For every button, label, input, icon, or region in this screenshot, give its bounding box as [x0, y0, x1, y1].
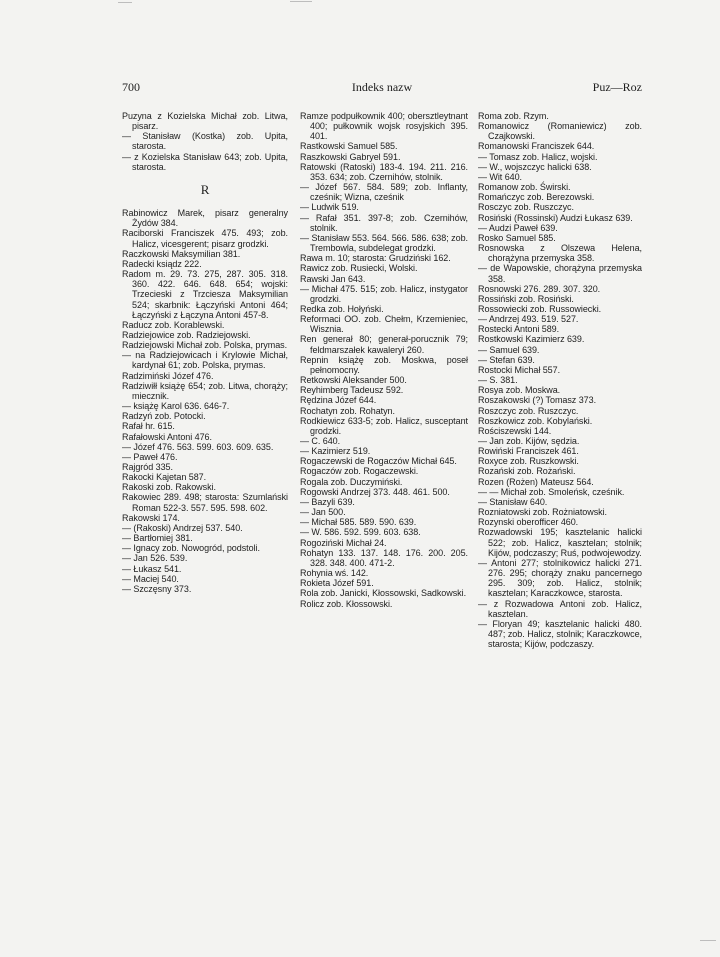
index-entry: Rosya zob. Moskwa.: [478, 385, 561, 396]
index-entry: Rowiński Franciszek 461.: [478, 446, 579, 457]
index-entry: Reyhimberg Tadeusz 592.: [300, 385, 404, 396]
index-entry: Puzyna z Kozielska Michał zob. Litwa, pisarz.: [122, 111, 288, 132]
index-entry: — Michał 475. 515; zob. Halicz, instygator grodzki.: [300, 283, 468, 304]
index-entry: Rogaczewski de Rogaczów Michał 645.: [300, 456, 457, 467]
index-entry: — na Radziejowicach i Krylowie Michał, kardynał 61; zob. Polska, prymas.: [122, 350, 288, 371]
index-entry: — W., wojszczyc halicki 638.: [478, 161, 592, 172]
index-entry: — Wit 640.: [478, 171, 523, 182]
index-column-2: [300, 111, 468, 609]
index-entry: Rajgród 335.: [122, 462, 173, 472]
index-entry: Radzimiński Józef 476.: [122, 370, 214, 381]
index-entry: Rozen (Rożen) Mateusz 564.: [478, 476, 594, 487]
index-entry: Rozynski oberofficer 460.: [478, 517, 579, 528]
index-entry: Rogaczów zob. Rogaczewski.: [300, 466, 419, 477]
index-entry: Romanow zob. Świrski.: [478, 182, 571, 193]
index-entry: Rakoski zob. Rakowski.: [122, 482, 216, 493]
index-entry: Rabinowicz Marek, pisarz generalny Żydów 384.: [122, 208, 288, 229]
index-entry: Rohatyn 133. 137. 148. 176. 200. 205. 328. 348. 400. 471-2.: [300, 547, 468, 568]
index-entry: Rawski Jan 643.: [300, 273, 366, 284]
page-header: [122, 80, 642, 96]
index-entry: — z Rozwadowa Antoni zob. Halicz, kasztelan.: [478, 598, 642, 619]
index-entry: — W. 586. 592. 599. 603. 638.: [300, 527, 421, 538]
index-entry: Roxyce zob. Ruszkowski.: [478, 456, 579, 467]
index-entry: — Łukasz 541.: [122, 563, 182, 574]
index-entry: Rostkowski Kazimierz 639.: [478, 334, 585, 345]
index-entry: — Jan 500.: [300, 507, 346, 518]
index-entry: Radziejowice zob. Radziejowski.: [122, 329, 251, 340]
index-range: Puz—Roz: [592, 80, 642, 94]
index-entry: Rolicz zob. Kłossowski.: [300, 598, 393, 609]
index-entry: Rakocki Kajetan 587.: [122, 472, 207, 483]
index-entry: Rościszewski 144.: [478, 425, 552, 436]
index-entry: — Audzi Paweł 639.: [478, 222, 558, 233]
index-entry: Rosnowska z Olszewa Helena, chorążyna przemyska 358.: [478, 243, 642, 264]
index-entry: — Stanisław 553. 564. 566. 586. 638; zob. Trembowla, subdelegat grodzki.: [300, 232, 468, 254]
index-entry: Rossiński zob. Rosiński.: [478, 293, 574, 304]
running-title: Indeks nazw: [351, 80, 413, 94]
index-entry: Raczkowski Maksymilian 381.: [122, 248, 241, 259]
index-entry: Rastkowski Samuel 585.: [300, 141, 398, 152]
index-entry: — de Wapowskie, chorążyna przemyska 358.: [478, 263, 642, 284]
index-entry: Radziwiłł książę 654; zob. Litwa, chorąży; miecznik.: [122, 380, 288, 401]
index-entry: — C. 640.: [300, 436, 341, 446]
index-entry: Raszkowski Gabryel 591.: [300, 151, 401, 162]
index-entry: Repnin książę zob. Moskwa, poseł pełnomocny.: [300, 354, 468, 375]
index-entry: Radzyń zob. Potocki.: [122, 411, 206, 422]
index-entry: Ratowski (Ratoski) 183-4. 194. 211. 216. 353. 634; zob. Czernihów, stolnik.: [300, 161, 468, 182]
index-entry: Rostocki Michał 557.: [478, 364, 561, 375]
index-entry: Rostecki Antoni 589.: [478, 324, 560, 335]
index-entry: — z Kozielska Stanisław 643; zob. Upita, starosta.: [122, 151, 288, 172]
index-entry: — Szczęsny 373.: [122, 583, 192, 594]
index-entry: — Tomasz zob. Halicz, wojski.: [478, 151, 598, 162]
index-entry: Rodkiewicz 633-5; zob. Halicz, susceptant grodzki.: [300, 415, 468, 436]
index-entry: — — Michał zob. Smoleńsk, cześnik.: [478, 486, 625, 497]
index-entry: — Stefan 639.: [478, 354, 535, 365]
index-entry: Rozniatowski zob. Rożniatowski.: [478, 507, 608, 518]
index-entry: — Maciej 540.: [122, 573, 179, 584]
page-number: 700: [122, 80, 140, 94]
index-entry: Roma zob. Rzym.: [478, 111, 549, 121]
index-entry: Rogowski Andrzej 373. 448. 461. 500.: [300, 486, 450, 497]
index-entry: Rafałowski Antoni 476.: [122, 431, 212, 442]
index-entry: Roszczyc zob. Ruszczyc.: [478, 405, 579, 416]
index-entry: — Rafał 351. 397-8; zob. Czernihów, stolnik.: [300, 212, 468, 233]
index-entry: Rohynia wś. 142.: [300, 568, 369, 579]
scan-speck: [290, 1, 312, 2]
index-entry: — Józef 476. 563. 599. 603. 609. 635.: [122, 441, 274, 452]
index-entry: Ren generał 80; generał-porucznik 79; feldmarszałek kawaleryi 260.: [300, 334, 468, 355]
index-entry: Roszakowski (?) Tomasz 373.: [478, 395, 597, 406]
index-entry: Ramze podpułkownik 400; obersztleytnant 400; pułkownik wojsk rosyjskich 395. 401.: [300, 111, 468, 142]
scan-speck: [700, 940, 716, 941]
index-entry: Rossowiecki zob. Russowiecki.: [478, 303, 602, 314]
index-entry: — Michał 585. 589. 590. 639.: [300, 517, 417, 528]
index-entry: — Stanisław (Kostka) zob. Upita, starosta.: [122, 131, 288, 152]
index-entry: Rogala zob. Duczymiński.: [300, 476, 403, 487]
index-entry: Romańczyc zob. Berezowski.: [478, 192, 595, 203]
index-entry: Rola zob. Janicki, Kłossowski, Sadkowski.: [300, 588, 467, 599]
index-entry: Rakowski 174.: [122, 512, 180, 523]
index-entry: Rokieta Józef 591.: [300, 578, 374, 589]
index-entry: — Floryan 49; kasztelanic halicki 480. 487; zob. Halicz, stolnik; Karaczkowce, starosta; Kijów, podczaszy.: [478, 618, 642, 650]
index-entry: Reformaci OO. zob. Chełm, Krzemieniec, Wisznia.: [300, 314, 468, 335]
index-entry: Rozański zob. Rożański.: [478, 466, 576, 477]
scan-speck: [118, 2, 132, 3]
index-entry: Rozwadowski 195; kasztelanic halicki 522; zob. Halicz, kasztelan; stolnik; Kijów, podczaszy; Ruś, podwojewodzy.: [478, 527, 642, 558]
index-entry: Rędzina Józef 644.: [300, 395, 377, 406]
index-entry: — (Rakoski) Andrzej 537. 540.: [122, 522, 243, 533]
index-entry: Rawicz zob. Rusiecki, Wolski.: [300, 263, 418, 274]
index-entry: Rosko Samuel 585.: [478, 232, 556, 243]
index-entry: — Ignacy zob. Nowogród, podstoli.: [122, 543, 260, 554]
index-entry: — S. 381.: [478, 375, 518, 386]
index-entry: — Józef 567. 584. 589; zob. Inflanty, cześnik; Wizna, cześnik: [300, 182, 468, 203]
index-entry: — Stanisław 640.: [478, 496, 548, 507]
index-entry: — Kazimierz 519.: [300, 446, 371, 457]
index-entry: Rosczyc zob. Ruszczyc.: [478, 202, 574, 213]
index-entry: Romanowski Franciszek 644.: [478, 141, 595, 152]
index-entry: Radom m. 29. 73. 275, 287. 305. 318. 360. 422. 646. 648. 654; wojski: Trzecieski z Trzciesza Maksymilian 524; skarbnik: Łączyński Antoni 464; Łączyński z Łączyna Antoni 457-8.: [122, 269, 288, 320]
index-entry: Radecki ksiądz 222.: [122, 258, 202, 269]
index-entry: — Andrzej 493. 519. 527.: [478, 314, 579, 325]
index-entry: Roszkowicz zob. Kobylański.: [478, 415, 593, 426]
index-column-1: [122, 111, 288, 594]
index-entry: Raciborski Franciszek 475. 493; zob. Halicz, vicesgerent; pisarz grodzki.: [122, 228, 288, 249]
index-entry: Romanowicz (Romaniewicz) zob. Czajkowski.: [478, 121, 642, 142]
index-entry: Rosiński (Rossinski) Audzi Łukasz 639.: [478, 212, 633, 223]
index-entry: — Antoni 277; stolnikowicz halicki 271. 276. 295; chorąży znaku pancernego 295. 309; zob. Halicz, stolnik; kasztelan; Karaczkowce, starosta.: [478, 557, 642, 599]
index-entry: Radziejowski Michał zob. Polska, prymas.: [122, 340, 288, 351]
index-entry: — Jan 526. 539.: [122, 553, 188, 564]
index-entry: — Jan zob. Kijów, sędzia.: [478, 436, 580, 446]
section-letter: R: [200, 181, 210, 197]
index-entry: Raducz zob. Korablewski.: [122, 319, 225, 330]
index-entry: — książę Karol 636. 646-7.: [122, 401, 230, 412]
index-entry: Rafał hr. 615.: [122, 421, 175, 432]
index-entry: — Paweł 476.: [122, 451, 178, 462]
index-entry: Rogoziński Michał 24.: [300, 537, 387, 548]
index-entry: Redka zob. Hołyński.: [300, 303, 384, 314]
index-entry: Rochatyn zob. Rohatyn.: [300, 405, 395, 416]
index-entry: — Samuel 639.: [478, 344, 540, 355]
index-entry: — Bartłomiej 381.: [122, 533, 193, 544]
index-entry: Retkowski Aleksander 500.: [300, 375, 407, 386]
index-entry: — Bazyli 639.: [300, 496, 355, 507]
index-entry: Rakowiec 289. 498; starosta: Szumlański Roman 522-3. 557. 595. 598. 602.: [122, 492, 288, 513]
index-entry: — Ludwik 519.: [300, 202, 359, 213]
index-column-3: [478, 111, 642, 649]
index-entry: Rawa m. 10; starosta: Grudziński 162.: [300, 253, 451, 264]
index-entry: Rosnowski 276. 289. 307. 320.: [478, 283, 601, 294]
